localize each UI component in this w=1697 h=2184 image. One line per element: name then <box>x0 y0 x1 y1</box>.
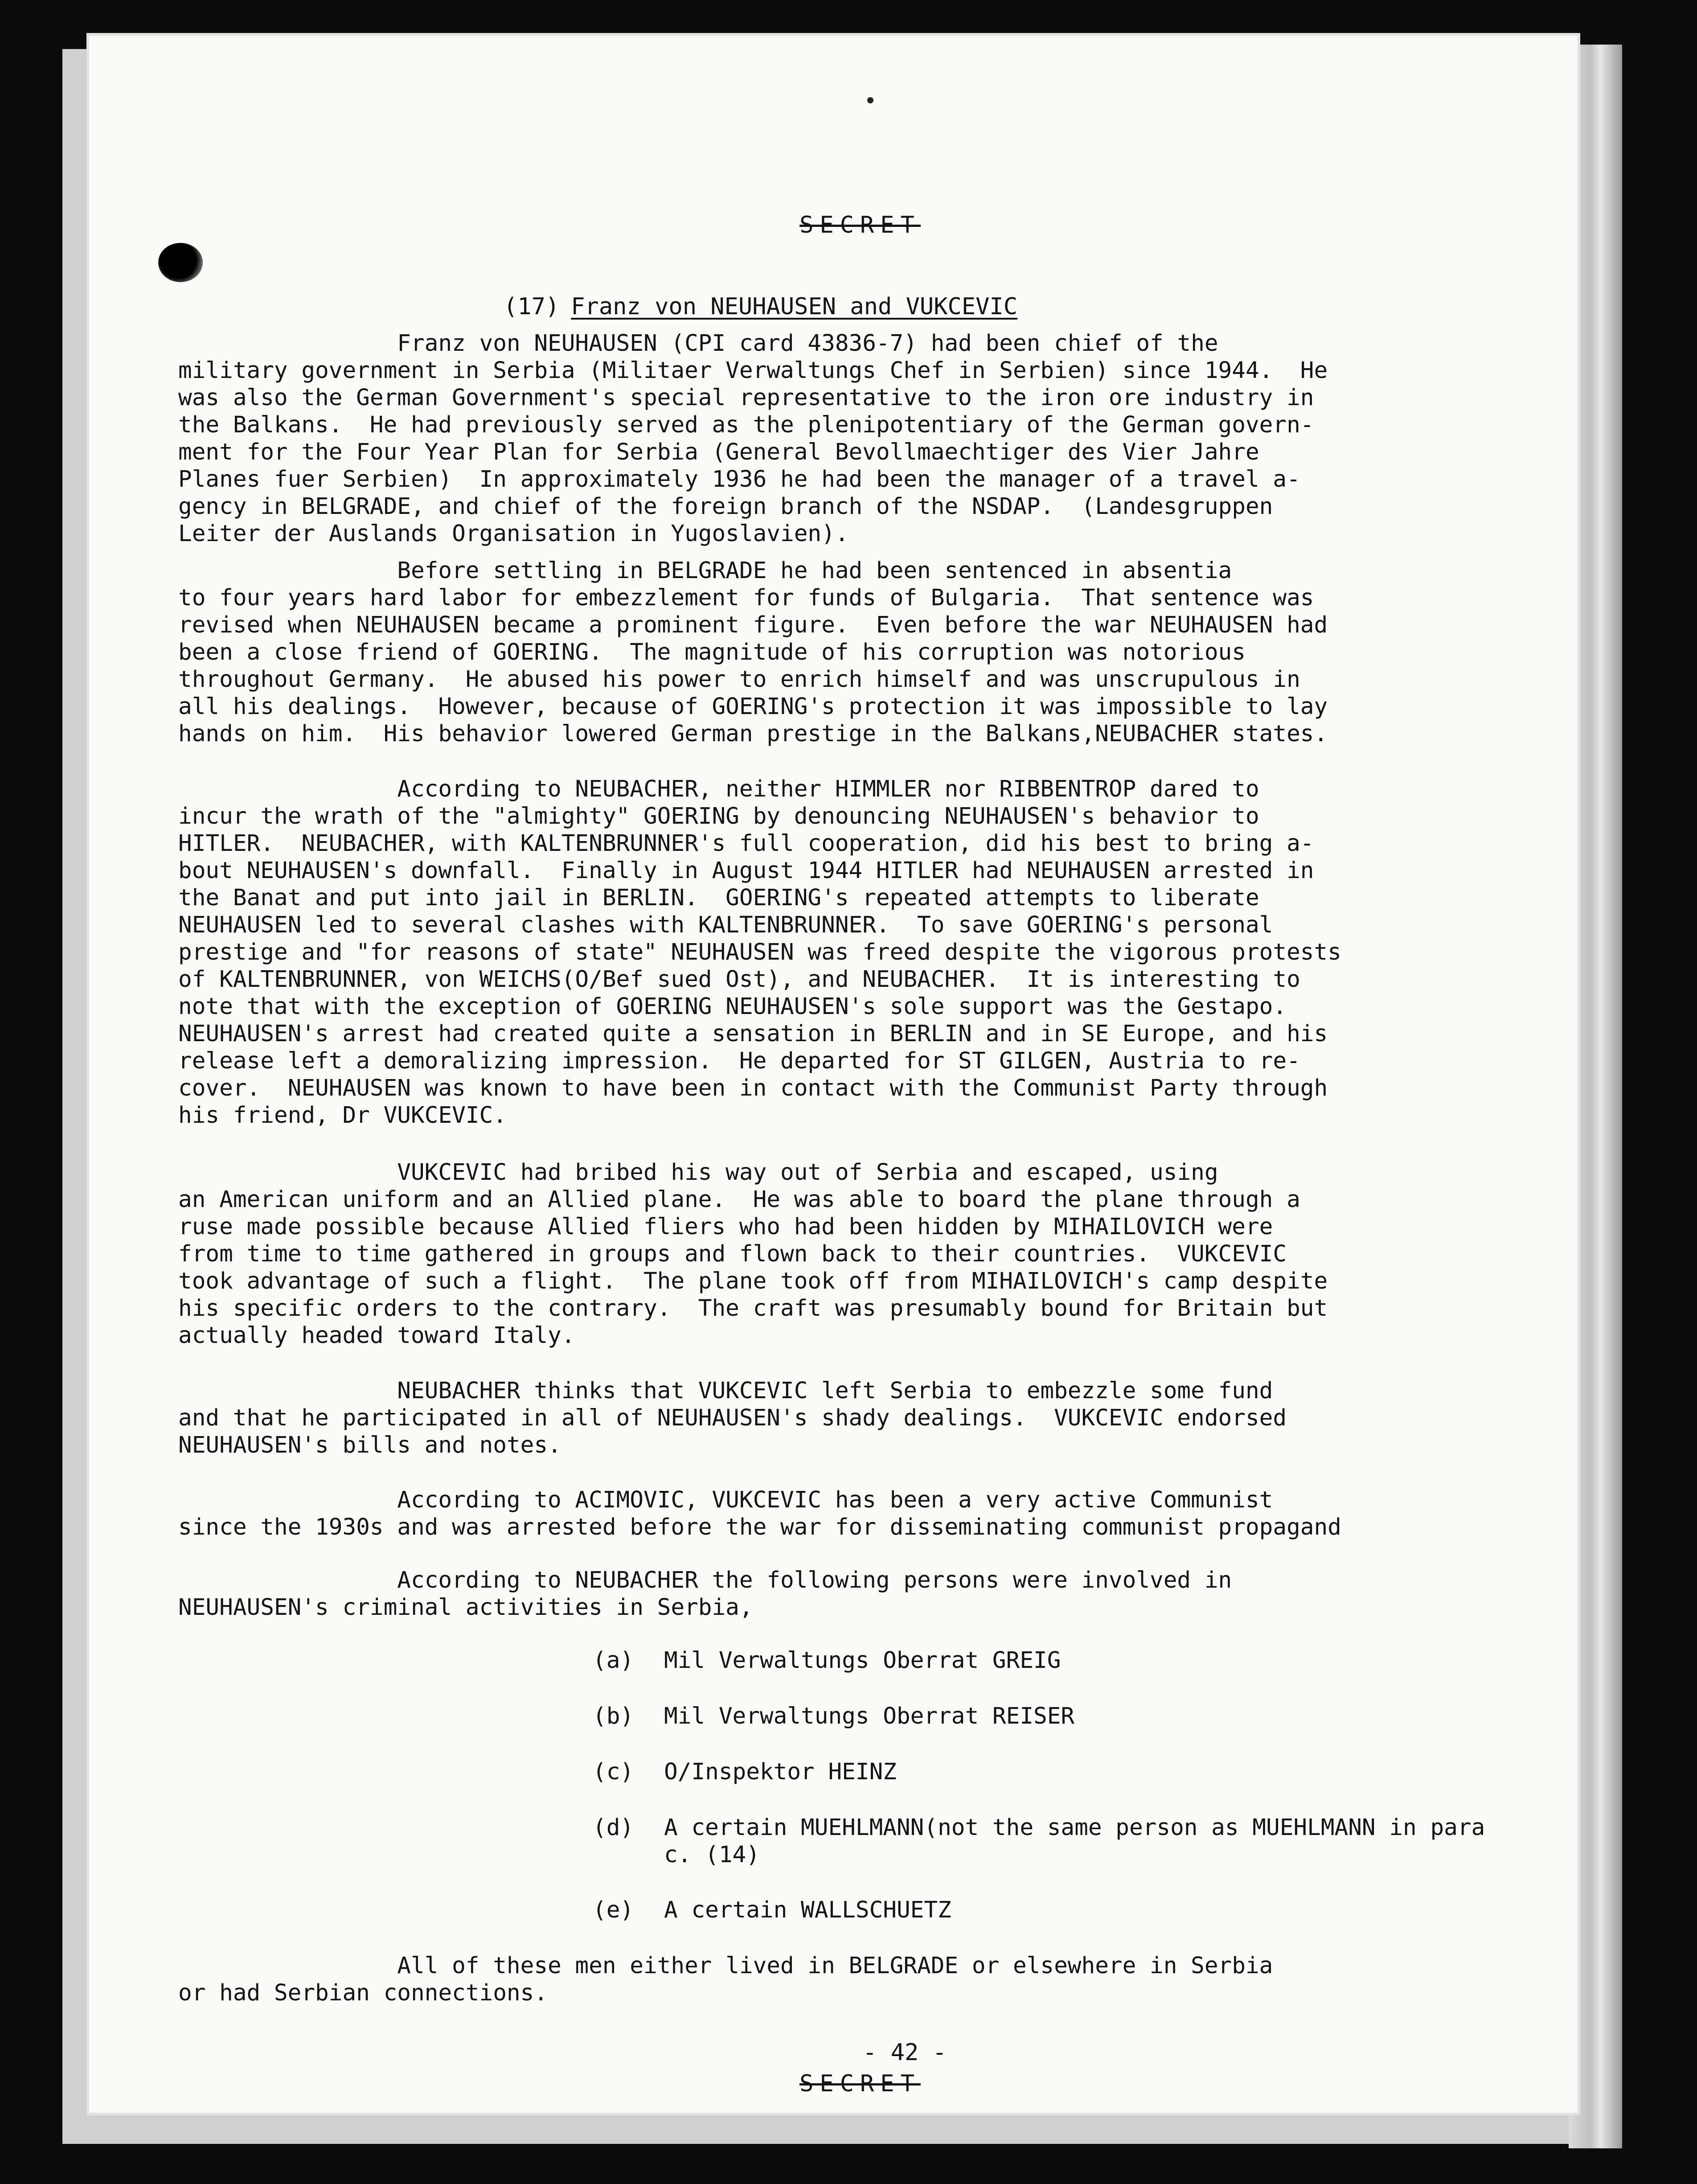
list-item-text: c. (14) <box>664 1842 760 1868</box>
text-line: According to NEUBACHER the following persons were involved in <box>178 1567 1232 1593</box>
text-line: All of these men either lived in BELGRADE or elsewhere in Serbia <box>178 1953 1273 1979</box>
text-line: and that he participated in all of NEUHAUSEN's shady dealings. VUKCEVIC endorsed <box>178 1405 1287 1431</box>
text-line: the Balkans. He had previously served as the plenipotentiary of the German govern- <box>178 412 1314 438</box>
classification-top: SECRET <box>799 212 921 238</box>
paragraph-4 <box>178 1159 1649 1349</box>
text-line: to four years hard labor for embezzlement for funds of Bulgaria. That sentence was <box>178 585 1314 611</box>
list-item-text: A certain MUEHLMANN(not the same person as MUEHLMANN in para <box>664 1815 1485 1841</box>
document-page <box>89 36 1578 2113</box>
text-line: bout NEUHAUSEN's downfall. Finally in August 1944 HITLER had NEUHAUSEN arrested in <box>178 858 1314 884</box>
text-line: hands on him. His behavior lowered German prestige in the Balkans,NEUBACHER states. <box>178 721 1328 747</box>
text-line: NEUHAUSEN's bills and notes. <box>178 1432 562 1458</box>
text-line: since the 1930s and was arrested before the war for disseminating communist propagand <box>178 1514 1341 1540</box>
text-line: an American uniform and an Allied plane. He was able to board the plane through a <box>178 1186 1300 1213</box>
list-item-a <box>593 1647 1061 1674</box>
text-line: throughout Germany. He abused his power to enrich himself and was unscrupulous in <box>178 666 1300 693</box>
text-line: all his dealings. However, because of GOERING's protection it was impossible to lay <box>178 694 1328 720</box>
text-line: his friend, Dr VUKCEVIC. <box>178 1102 507 1129</box>
list-item-label: (d) <box>593 1815 634 1841</box>
text-line: NEUHAUSEN led to several clashes with KALTENBRUNNER. To save GOERING's personal <box>178 912 1273 938</box>
paragraph-1 <box>178 330 1649 547</box>
list-item-label: (c) <box>593 1759 634 1785</box>
paragraph-6 <box>178 1486 1649 1541</box>
list-item-d <box>593 1814 1485 1868</box>
classification-bottom: SECRET <box>799 2070 921 2097</box>
text-line: military government in Serbia (Militaer Verwaltungs Chef in Serbien) since 1944. He <box>178 357 1328 384</box>
text-line: cover. NEUHAUSEN was known to have been in contact with the Communist Party through <box>178 1075 1328 1101</box>
text-line: VUKCEVIC had bribed his way out of Serbia and escaped, using <box>178 1159 1218 1186</box>
text-line: Planes fuer Serbien) In approximately 1936 he had been the manager of a travel a- <box>178 466 1300 493</box>
paragraph-3 <box>178 776 1649 1129</box>
page-number: - 42 - <box>863 2039 947 2066</box>
text-line: been a close friend of GOERING. The magnitude of his corruption was notorious <box>178 639 1246 665</box>
text-line: HITLER. NEUBACHER, with KALTENBRUNNER's full cooperation, did his best to bring a- <box>178 830 1314 857</box>
list-item-label: (a) <box>593 1647 634 1674</box>
text-line: or had Serbian connections. <box>178 1980 548 2006</box>
list-item-label: (b) <box>593 1703 634 1729</box>
list-item-b <box>593 1703 1074 1730</box>
text-line: his specific orders to the contrary. The craft was presumably bound for Britain but <box>178 1295 1328 1322</box>
list-item-text: O/Inspektor HEINZ <box>664 1759 897 1785</box>
text-line: release left a demoralizing impression. He departed for ST GILGEN, Austria to re- <box>178 1048 1300 1074</box>
text-line: ment for the Four Year Plan for Serbia (General Bevollmaechtiger des Vier Jahre <box>178 439 1259 465</box>
list-item-text: A certain WALLSCHUETZ <box>664 1897 951 1923</box>
list-item-text: Mil Verwaltungs Oberrat GREIG <box>664 1647 1061 1674</box>
list-item-c <box>593 1758 897 1786</box>
closing-paragraph <box>178 1952 1649 2007</box>
text-line: According to ACIMOVIC, VUKCEVIC has been a very active Communist <box>178 1487 1273 1513</box>
list-item-e <box>593 1897 951 1924</box>
text-line: Leiter der Auslands Organisation in Yugoslavien). <box>178 521 849 547</box>
text-line: NEUHAUSEN's criminal activities in Serbia, <box>178 1594 753 1621</box>
text-line: from time to time gathered in groups and flown back to their countries. VUKCEVIC <box>178 1241 1287 1267</box>
paragraph-5 <box>178 1377 1649 1459</box>
paragraph-2 <box>178 557 1649 747</box>
text-line: of KALTENBRUNNER, von WEICHS(O/Bef sued Ost), and NEUBACHER. It is interesting to <box>178 966 1300 993</box>
list-item-label: (e) <box>593 1897 634 1923</box>
heading-title: Franz von NEUHAUSEN and VUKCEVIC <box>571 293 1018 320</box>
heading-number: (17) <box>504 293 560 320</box>
text-line: took advantage of such a flight. The plane took off from MIHAILOVICH's camp despite <box>178 1268 1328 1294</box>
text-line: revised when NEUHAUSEN became a prominent figure. Even before the war NEUHAUSEN had <box>178 612 1328 638</box>
ink-speck <box>867 97 873 103</box>
text-line: the Banat and put into jail in BERLIN. GOERING's repeated attempts to liberate <box>178 885 1259 911</box>
list-item-text: Mil Verwaltungs Oberrat REISER <box>664 1703 1075 1729</box>
text-line: prestige and "for reasons of state" NEUHAUSEN was freed despite the vigorous protests <box>178 939 1341 965</box>
text-line: Franz von NEUHAUSEN (CPI card 43836-7) had been chief of the <box>178 330 1218 357</box>
text-line: NEUHAUSEN's arrest had created quite a sensation in BERLIN and in SE Europe, and his <box>178 1021 1328 1047</box>
text-line: incur the wrath of the "almighty" GOERING by denouncing NEUHAUSEN's behavior to <box>178 803 1259 829</box>
text-line: note that with the exception of GOERING NEUHAUSEN's sole support was the Gestapo. <box>178 993 1287 1020</box>
text-line: NEUBACHER thinks that VUKCEVIC left Serbia to embezzle some fund <box>178 1378 1273 1404</box>
text-line: ruse made possible because Allied fliers who had been hidden by MIHAILOVICH were <box>178 1214 1273 1240</box>
text-line: actually headed toward Italy. <box>178 1322 575 1349</box>
text-line: According to NEUBACHER, neither HIMMLER nor RIBBENTROP dared to <box>178 776 1259 802</box>
text-line: was also the German Government's special representative to the iron ore industry in <box>178 385 1314 411</box>
section-heading <box>504 293 1017 320</box>
paragraph-7 <box>178 1567 1649 1621</box>
text-line: gency in BELGRADE, and chief of the foreign branch of the NSDAP. (Landesgruppen <box>178 493 1273 520</box>
text-line: Before settling in BELGRADE he had been sentenced in absentia <box>178 558 1232 584</box>
punch-hole-icon <box>158 243 203 282</box>
